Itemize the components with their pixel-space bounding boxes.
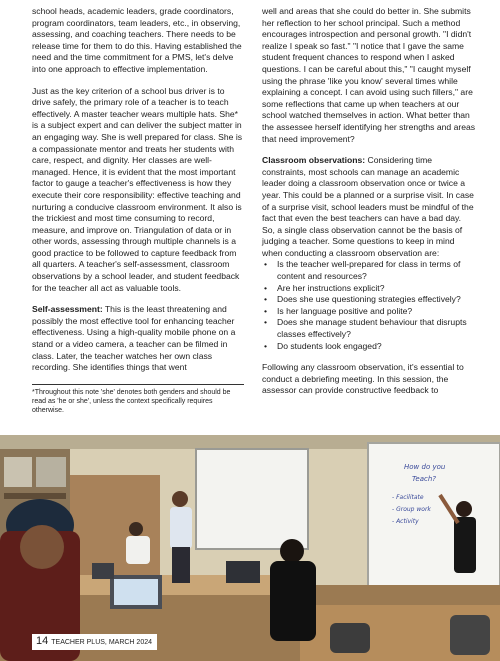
right-column [262, 6, 476, 407]
svg-text:Teach?: Teach? [412, 475, 437, 483]
svg-text:- Activity: - Activity [392, 518, 419, 525]
svg-text:How do you: How do you [404, 463, 446, 471]
svg-text:- Facilitate: - Facilitate [392, 494, 424, 501]
footnote: *Throughout this note 'she' denotes both genders and should be read as 'he or she', unless the context specifically requires otherwise. [32, 388, 231, 414]
classroom-photo [0, 435, 500, 661]
classroom-photo-illustration [0, 435, 500, 661]
observation-paragraph [262, 155, 476, 259]
question-item: • Are her instructions explicit? [262, 283, 476, 295]
debrief-paragraph: Following any classroom observation, it's essential to conduct a debriefing meeting. In this session, the assessor can provide constructive feedback to [262, 362, 464, 396]
self-assessment-text: This is the least threatening and possibly the most effective tool for enhancing teacher effectiveness. Using a high-quality mobile phone on a stand or a video camera, a teacher can be filmed in class. Later, the teacher watches her own class recording. She identifies things that went [32, 304, 236, 373]
question-item: • Is her language positive and polite? [262, 306, 476, 318]
self-assessment-heading: Self-assessment: [32, 304, 103, 315]
footnote-divider [32, 384, 244, 385]
observation-heading: Classroom observations: [262, 155, 366, 166]
reflection-paragraph: well and areas that she could do better in. She submits her reflection to her school principal. Such a method encourages introspection and personal growth. "I didn't realize I speak so fast." "I notice that I gave the same student frequent chances to respond when I asked questions. I can be careful about this," "I caught myself using the phrase 'like you know' several times while explaining a concept. I can avoid using such fillers," are some reflections that came up when teachers at our school watched themselves in action. What better than the assessee herself identifying her strengths and areas that need improvement? [262, 6, 476, 144]
self-assessment-paragraph [32, 304, 244, 374]
observation-text: Considering time constraints, most schools can manage an academic leader doing a classroom observation once or twice a year. This could be a planned or a surprise visit. In case of a surprise visit, school leaders must be mindful of the fact that even the best teachers can have a bad day. So, a single class observation cannot be the basis of judging a teacher. Some questions to keep in mind when conducting a classroom observation are: [262, 155, 474, 258]
page-number: 14 [36, 635, 49, 647]
magazine-issue: TEACHER PLUS, MARCH 2024 [51, 639, 153, 646]
question-item: • Does she use questioning strategies effectively? [262, 294, 476, 306]
observation-questions-list [262, 259, 476, 352]
question-item: • Is the teacher well-prepared for class in terms of content and resources? [262, 259, 476, 282]
page-folio [32, 634, 157, 650]
svg-text:- Group work: - Group work [392, 506, 431, 513]
left-column [32, 6, 244, 415]
intro-paragraph: school heads, academic leaders, grade coordinators, program coordinators, team leaders, etc., in observing, assessing, and coaching teachers. There needs to be release time for them to do this. Having established the need and the time commitment for a PMS, let's delve into one approach to effective implementation. [32, 6, 242, 74]
criterion-paragraph: Just as the key criterion of a school bus driver is to drive safely, the primary role of a teacher is to teach effectively. A master teacher wears multiple hats. She* is a subject expert and can deliver the subject matter in an engaging way. She is well prepared for class. She is a compassionate mentor and treats her students with care, respect, and dignity. Her classes are well-managed. Hence, it is evident that the most important factor to gauge a teacher's effectiveness is how they execute their core responsibility: effective teaching and nurturing a conducive classroom environment. It also is the trickiest and most time consuming to record, measure, and improve on. Triangulation of data or in other words, assessing through multiple channels is a good practice to be followed to capture feedback from all quarters. A teacher's self-assessment, classroom observations by a school leader, and student feedback for the teacher all act as valuable tools. [32, 85, 243, 293]
question-item: • Does she manage student behaviour that disrupts classes effectively? [262, 317, 476, 340]
question-item: • Do students look engaged? [262, 341, 476, 353]
